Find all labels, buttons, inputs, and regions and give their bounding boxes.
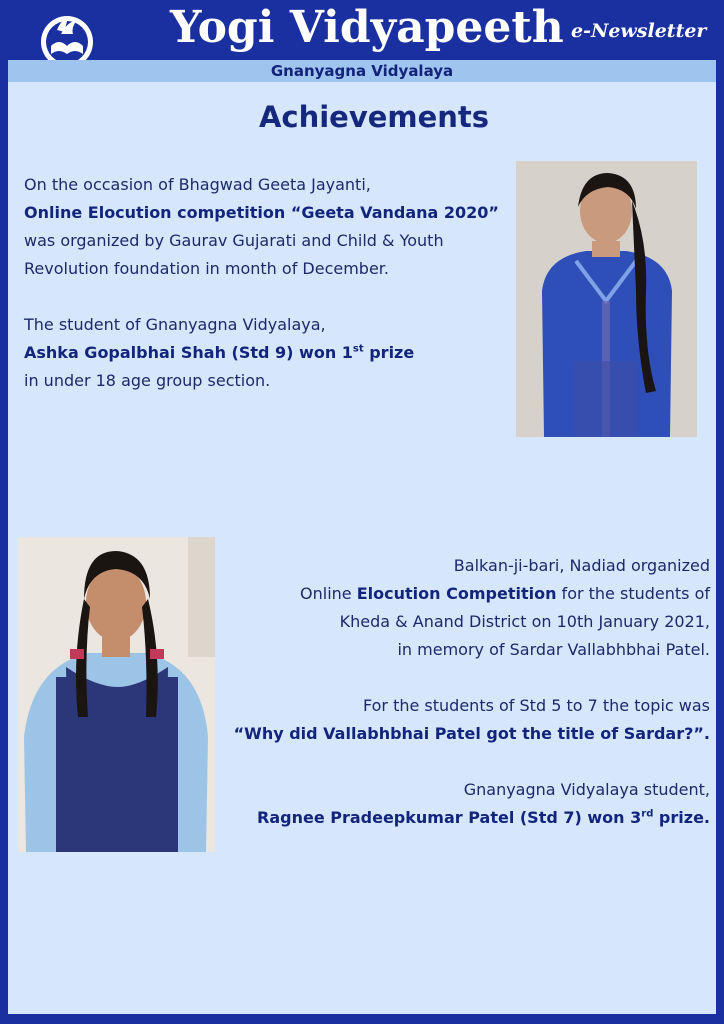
text-line: The student of Gnanyagna Vidyalaya,	[24, 315, 326, 334]
school-name: Gnanyagna Vidyalaya	[270, 62, 454, 80]
student-photo-ragnee	[18, 537, 215, 852]
article-geeta-vandana	[24, 171, 499, 395]
text-line: Online Elocution competition “Geeta Vandana 2020”	[24, 203, 499, 222]
text-line: Kheda & Anand District on 10th January 2021,	[339, 612, 710, 631]
winner-line: Ragnee Pradeepkumar Patel (Std 7) won 3rd prize.	[257, 808, 710, 827]
text-line: Gnanyagna Vidyalaya student,	[463, 780, 710, 799]
school-name-bar	[8, 60, 716, 82]
text-line: Revolution foundation in month of December.	[24, 259, 389, 278]
text-line: On the occasion of Bhagwad Geeta Jayanti,	[24, 175, 371, 194]
student-photo-ashka	[516, 161, 697, 437]
text-line: For the students of Std 5 to 7 the topic was	[363, 696, 710, 715]
topic-line: “Why did Vallabhbhai Patel got the title of Sardar?”.	[233, 724, 710, 743]
winner-line: Ashka Gopalbhai Shah (Std 9) won 1st prize	[24, 343, 415, 362]
text-line: in memory of Sardar Vallabhbhai Patel.	[397, 640, 710, 659]
text-line: Balkan-ji-bari, Nadiad organized	[453, 556, 710, 575]
page-heading: Achievements	[258, 100, 490, 134]
article-elocution-sardar	[234, 552, 710, 832]
text-line: in under 18 age group section.	[24, 371, 271, 390]
newsletter-title: Yogi Vidyapeeth	[170, 2, 564, 53]
text-line: was organized by Gaurav Gujarati and Child & Youth	[24, 231, 444, 250]
e-newsletter-label: e-Newsletter	[571, 20, 707, 42]
text-line: Online Elocution Competition for the students of	[300, 584, 710, 603]
newsletter-header	[0, 0, 724, 60]
